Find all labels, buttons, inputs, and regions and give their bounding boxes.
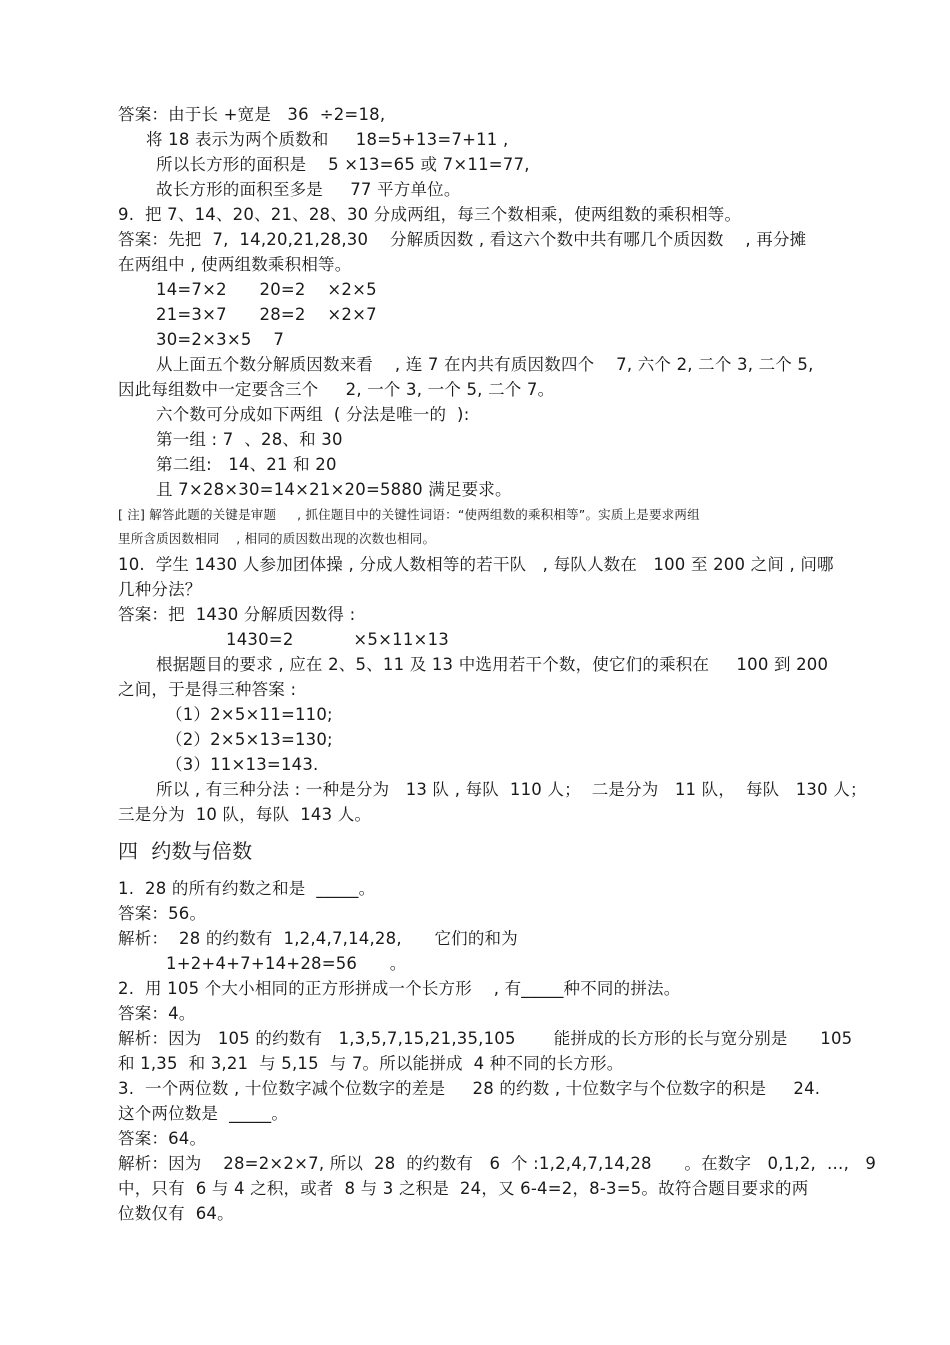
text-line: 六个数可分成如下两组 ( 分法是唯一的 ): bbox=[156, 405, 470, 424]
analysis-line: 解析：因为 105 的约数有 1,3,5,7,15,21,35,105 能拼成的长方形的长与宽分别是 105 bbox=[118, 1029, 853, 1048]
answer-line: 答案：先把 7, 14,20,21,28,30 分解质因数 , 看这六个数中共有哪几个质因数 , 再分摊 bbox=[118, 230, 807, 249]
equation-line: 且 7×28×30=14×21×20=5880 满足要求。 bbox=[156, 480, 512, 499]
text-line: 位数仅有 64。 bbox=[118, 1204, 234, 1223]
text-line: 中，只有 6 与 4 之积，或者 8 与 3 之积是 24，又 6-4=2，8-3=5。故符合题目要求的两 bbox=[118, 1179, 809, 1198]
text-line: 故长方形的面积至多是 77 平方单位。 bbox=[156, 180, 461, 199]
text-line: 从上面五个数分解质因数来看 , 连 7 在内共有质因数四个 7, 六个 2, 二个 3, 二个 5, bbox=[156, 355, 814, 374]
question-10: 10. 学生 1430 人参加团体操 , 分成人数相等的若干队 , 每队人数在 100 至 200 之间 , 问哪 bbox=[118, 555, 834, 574]
text-line: 之间，于是得三种答案 : bbox=[118, 680, 297, 699]
group-line: 第一组 : 7 、28、和 30 bbox=[156, 430, 343, 449]
list-item: （2）2×5×13=130; bbox=[166, 730, 333, 749]
text-line: 三是分为 10 队，每队 143 人。 bbox=[118, 805, 372, 824]
equation-line: 14=7×2 20=2 ×2×5 bbox=[156, 280, 377, 299]
text-line: 几种分法？ bbox=[118, 580, 202, 599]
note-line: 里所含质因数相同 , 相同的质因数出现的次数也相同。 bbox=[118, 531, 436, 546]
equation-line: 1+2+4+7+14+28=56 。 bbox=[166, 954, 407, 973]
answer-line: 答案：4。 bbox=[118, 1004, 196, 1023]
question-3: 3. 一个两位数 , 十位数字减个位数字的差是 28 的约数 , 十位数字与个位数字的积是 24. bbox=[118, 1079, 821, 1098]
analysis-line: 解析：因为 28=2×2×7, 所以 28 的约数有 6 个 :1,2,4,7,14,28 。在数字 0,1,2, …, 9 bbox=[118, 1154, 877, 1173]
answer-line: 答案：56。 bbox=[118, 904, 207, 923]
question-9: 9. 把 7、14、20、21、28、30 分成两组，每三个数相乘，使两组数的乘积相等。 bbox=[118, 205, 742, 224]
question-1: 1. 28 的所有约数之和是 _____。 bbox=[118, 879, 376, 898]
list-item: （3）11×13=143. bbox=[166, 755, 319, 774]
text-line: 所以 , 有三种分法 : 一种是分为 13 队 , 每队 110 人； 二是分为 11 队， 每队 130 人； bbox=[156, 780, 867, 799]
question-2: 2. 用 105 个大小相同的正方形拼成一个长方形 , 有_____种不同的拼法。 bbox=[118, 979, 681, 998]
section-heading: 四 约数与倍数 bbox=[118, 839, 253, 863]
text-line: 所以长方形的面积是 5 ×13=65 或 7×11=77, bbox=[156, 155, 530, 174]
note-line: [ 注] 解答此题的关键是审题 , 抓住题目中的关键性词语：“使两组数的乘积相等”。实质上是要求两组 bbox=[118, 507, 700, 522]
text-line: 因此每组数中一定要含三个 2, 一个 3, 一个 5, 二个 7。 bbox=[118, 380, 555, 399]
analysis-line: 解析： 28 的约数有 1,2,4,7,14,28, 它们的和为 bbox=[118, 929, 518, 948]
answer-line: 答案：由于长 +宽是 36 ÷2=18, bbox=[118, 105, 386, 124]
equation-line: 1430=2 ×5×11×13 bbox=[226, 630, 449, 649]
text-line: 根据题目的要求 , 应在 2、5、11 及 13 中选用若干个数，使它们的乘积在 100 到 200 bbox=[156, 655, 829, 674]
answer-line: 答案：把 1430 分解质因数得 : bbox=[118, 605, 356, 624]
text-line: 和 1,35 和 3,21 与 5,15 与 7。所以能拼成 4 种不同的长方形。 bbox=[118, 1054, 624, 1073]
equation-line: 30=2×3×5 7 bbox=[156, 330, 285, 349]
equation-line: 21=3×7 28=2 ×2×7 bbox=[156, 305, 377, 324]
list-item: （1）2×5×11=110; bbox=[166, 705, 333, 724]
group-line: 第二组: 14、21 和 20 bbox=[156, 455, 337, 474]
text-line: 在两组中 , 使两组数乘积相等。 bbox=[118, 255, 352, 274]
text-line: 将 18 表示为两个质数和 18=5+13=7+11 , bbox=[146, 130, 509, 149]
answer-line: 答案：64。 bbox=[118, 1129, 207, 1148]
text-line: 这个两位数是 _____。 bbox=[118, 1104, 289, 1123]
